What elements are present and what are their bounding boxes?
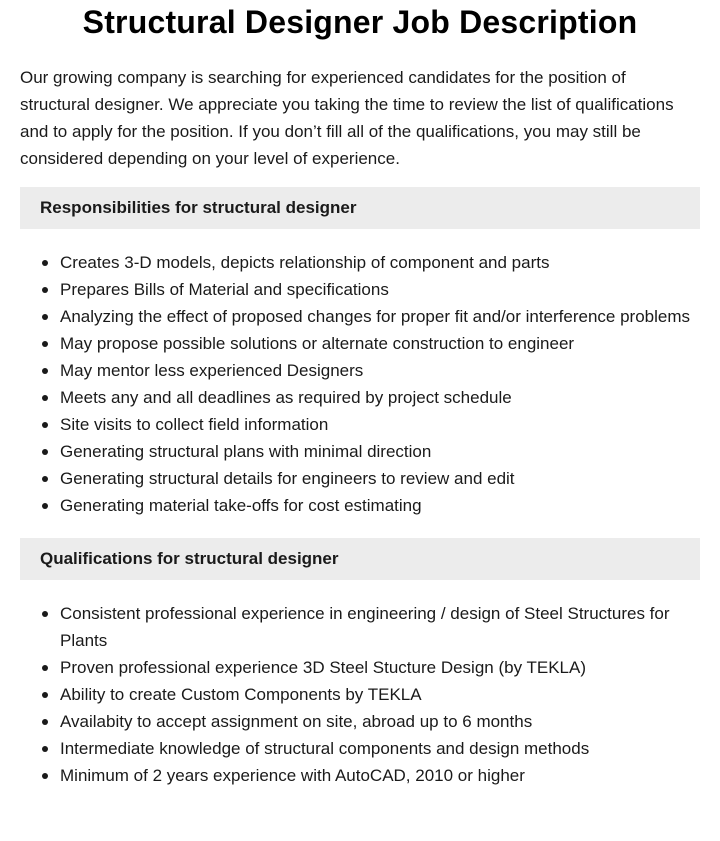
- responsibilities-heading: Responsibilities for structural designer: [20, 187, 700, 229]
- list-item: Analyzing the effect of proposed changes for proper fit and/or interference problems: [60, 303, 700, 330]
- list-item: Intermediate knowledge of structural components and design methods: [60, 735, 700, 762]
- list-item: Generating material take-offs for cost estimating: [60, 492, 700, 519]
- list-item: Generating structural details for engineers to review and edit: [60, 465, 700, 492]
- list-item: Generating structural plans with minimal direction: [60, 438, 700, 465]
- qualifications-heading: Qualifications for structural designer: [20, 538, 700, 580]
- list-item: Proven professional experience 3D Steel Stucture Design (by TEKLA): [60, 654, 700, 681]
- page-title: Structural Designer Job Description: [82, 4, 638, 40]
- list-item: Creates 3-D models, depicts relationship of component and parts: [60, 249, 700, 276]
- qualifications-list: [20, 580, 700, 789]
- list-item: Ability to create Custom Components by TEKLA: [60, 681, 700, 708]
- list-item: Site visits to collect field information: [60, 411, 700, 438]
- list-item: Meets any and all deadlines as required by project schedule: [60, 384, 700, 411]
- list-item: Consistent professional experience in engineering / design of Steel Structures for Plants: [60, 600, 700, 654]
- list-item: Minimum of 2 years experience with AutoCAD, 2010 or higher: [60, 762, 700, 789]
- intro-paragraph: Our growing company is searching for experienced candidates for the position of structural designer. We appreciate you taking the time to review the list of qualifications and to apply for the position. If you don’t fill all of the qualifications, you may still be considered depending on your level of experience.: [20, 68, 674, 168]
- list-item: May mentor less experienced Designers: [60, 357, 700, 384]
- list-item: Prepares Bills of Material and specifications: [60, 276, 700, 303]
- responsibilities-list: [20, 229, 700, 519]
- list-item: Availabity to accept assignment on site, abroad up to 6 months: [60, 708, 700, 735]
- list-item: May propose possible solutions or alternate construction to engineer: [60, 330, 700, 357]
